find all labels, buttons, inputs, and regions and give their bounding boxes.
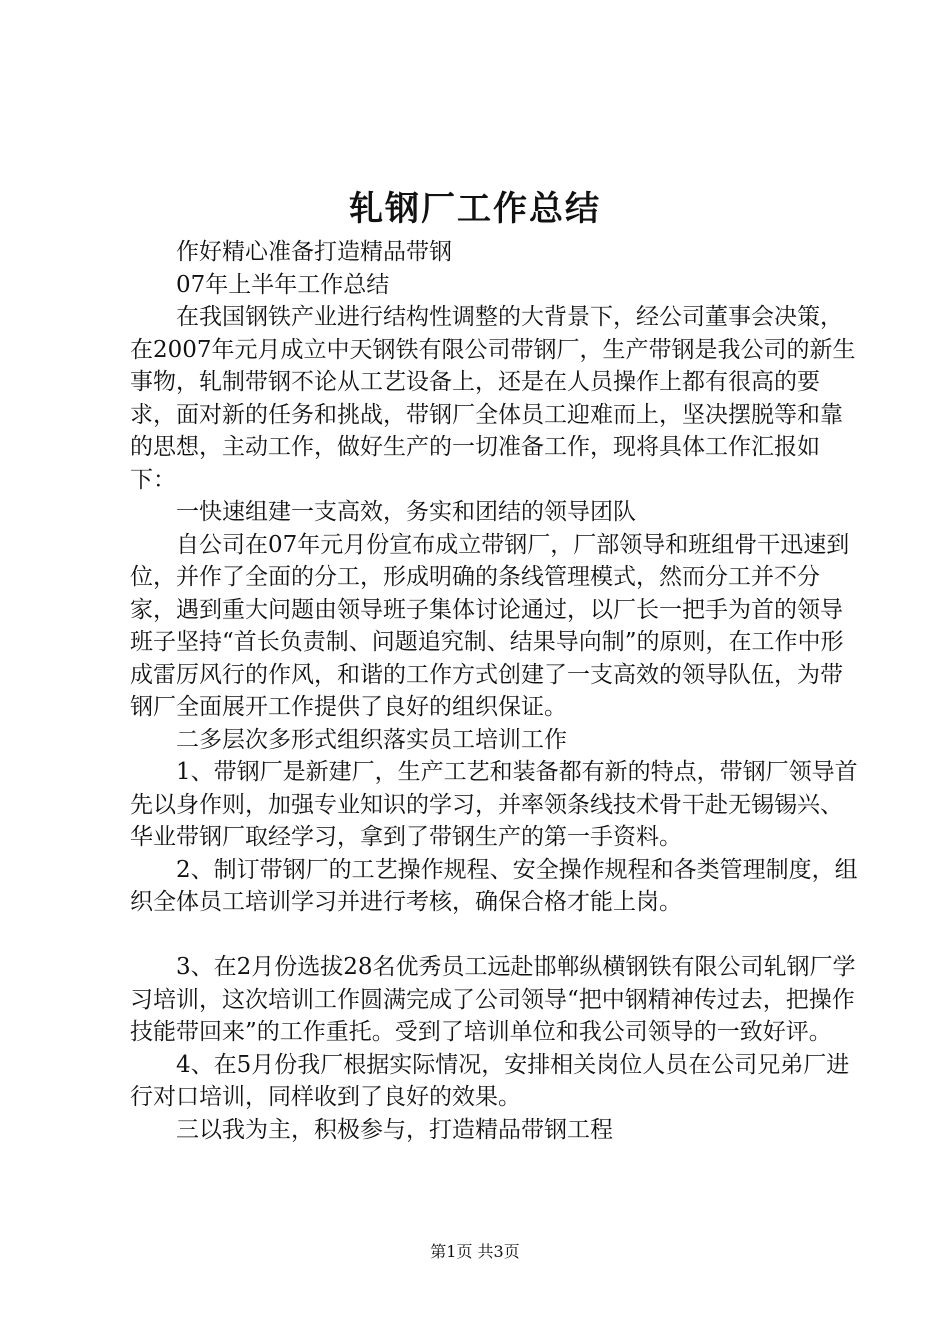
paragraph-training-1: 1、带钢厂是新建厂，生产工艺和装备都有新的特点，带钢厂领导首先以身作则，加强专业知识的学习，并率领条线技术骨干赴无锡锡兴、华业带钢厂取经学习，拿到了带钢生产的第一手资料。 <box>130 759 858 850</box>
document-title: 轧钢厂工作总结 <box>349 189 601 229</box>
paragraph-training-4: 4、在5月份我厂根据实际情况，安排相关岗位人员在公司兄弟厂进行对口培训，同样收到了良好的效果。 <box>130 1051 850 1110</box>
paragraph-training-2: 2、制订带钢厂的工艺操作规程、安全操作规程和各类管理制度，组织全体员工培训学习并进行考核，确保合格才能上岗。 <box>130 856 858 915</box>
paragraph-leadership: 自公司在07年元月份宣布成立带钢厂，厂部领导和班组骨干迅速到位，并作了全面的分工，形成明确的条线管理模式，然而分工并不分家，遇到重大问题由领导班子集体讨论通过，以厂长一把手为首的领导班子坚持“首长负责制、问题追究制、结果导向制”的原则，在工作中形成雷厉风行的作风，和谐的工作方式创建了一支高效的领导队伍，为带钢厂全面展开工作提供了良好的组织保证。 <box>130 531 850 720</box>
subtitle-line: 作好精心准备打造精品带钢 <box>176 239 452 265</box>
document-body <box>130 236 860 1146</box>
section-heading-3: 三以我为主，积极参与，打造精品带钢工程 <box>176 1116 613 1143</box>
section-heading-1: 一快速组建一支高效，务实和团结的领导团队 <box>176 499 636 525</box>
page-footer: 第1页 共3页 <box>430 1242 520 1261</box>
paragraph-intro: 在我国钢铁产业进行结构性调整的大背景下，经公司董事会决策，在2007年元月成立中天钢铁有限公司带钢厂，生产带钢是我公司的新生事物，轧制带钢不论从工艺设备上，还是在人员操作上都有很高的要求，面对新的任务和挑战，带钢厂全体员工迎难而上，坚决摆脱等和靠的思想，主动工作，做好生产的一切准备工作，现将具体工作汇报如下： <box>130 304 856 493</box>
paragraph-training-3: 3、在2月份选拔28名优秀员工远赴邯郸纵横钢铁有限公司轧钢厂学习培训，这次培训工作圆满完成了公司领导“把中钢精神传过去，把操作技能带回来”的工作重托。受到了培训单位和我公司领导的一致好评。 <box>130 954 856 1045</box>
blank-line <box>130 919 860 952</box>
section-heading-2: 二多层次多形式组织落实员工培训工作 <box>176 726 567 753</box>
subtitle-period: 07年上半年工作总结 <box>176 271 390 298</box>
